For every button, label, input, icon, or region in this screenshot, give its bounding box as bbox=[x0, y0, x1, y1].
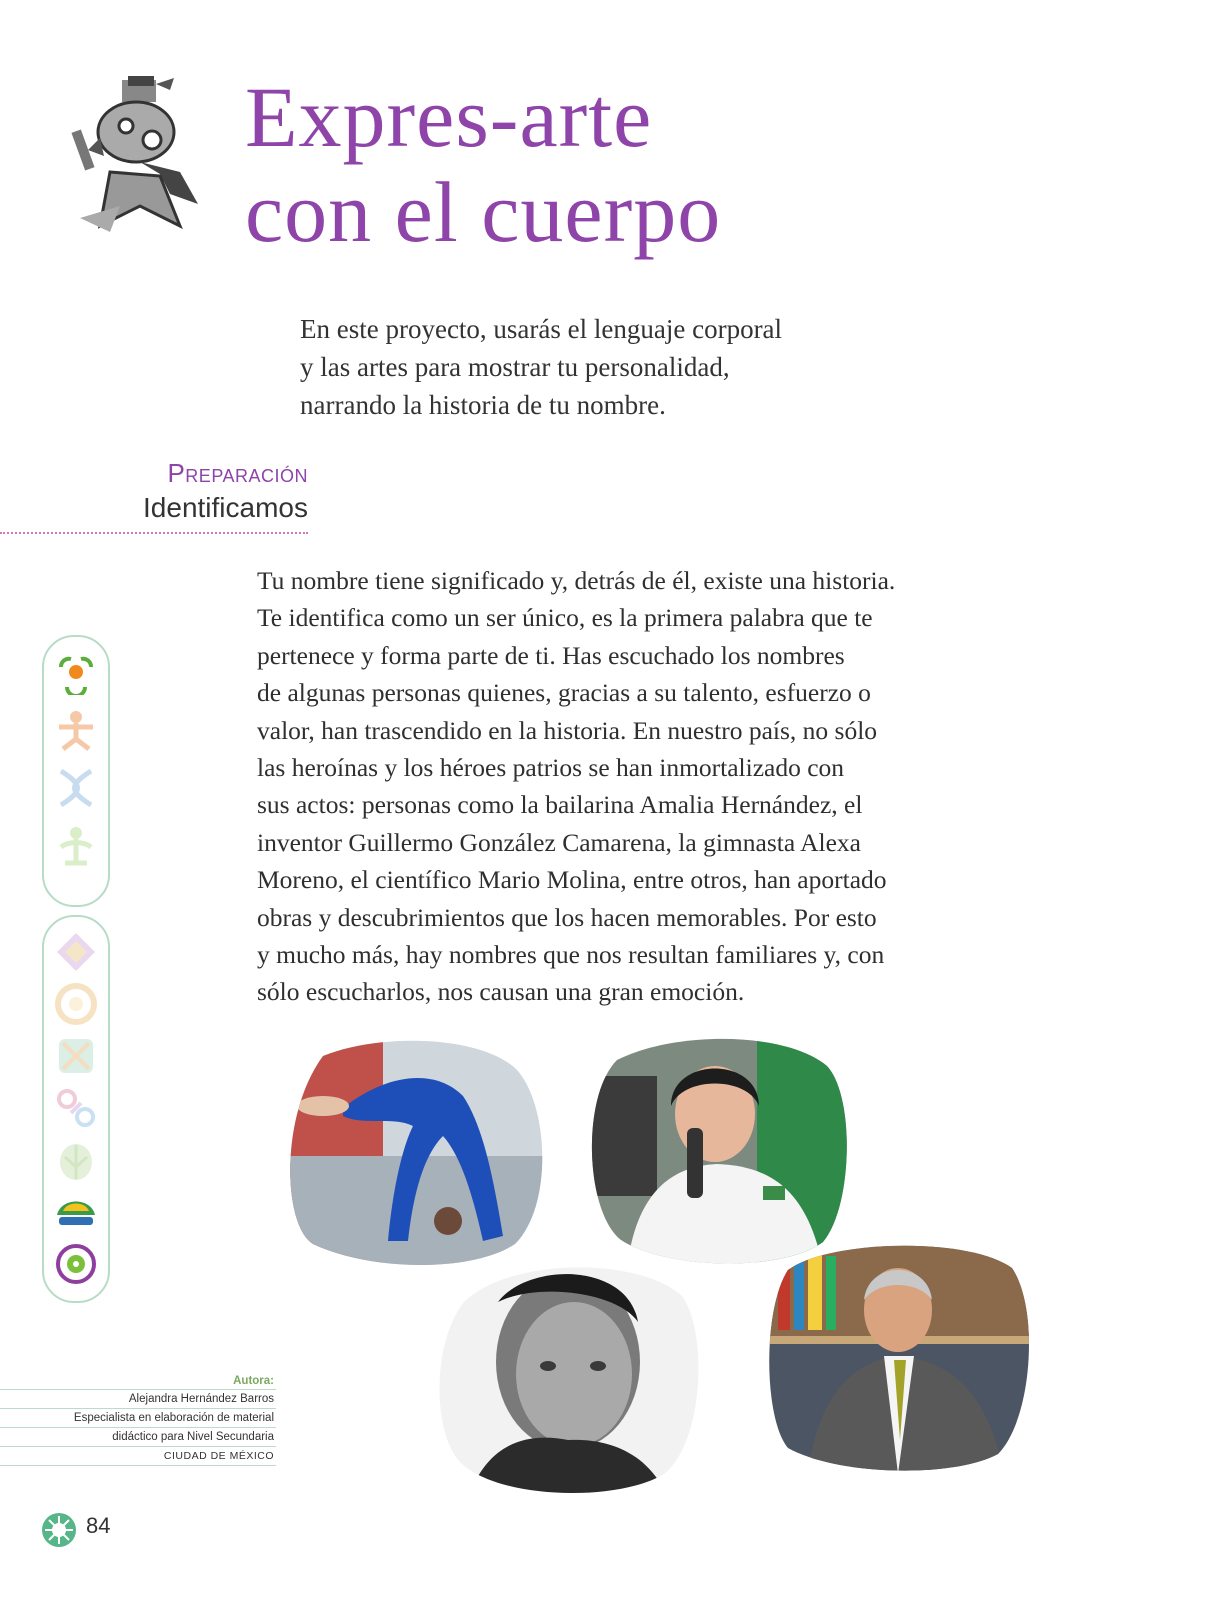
body-paragraph bbox=[257, 562, 937, 1011]
page-badge-icon bbox=[41, 1512, 77, 1548]
author-role-line-1: Especialista en elaboración de material bbox=[0, 1408, 276, 1427]
phase-sidebar bbox=[42, 635, 110, 907]
phase-icon-3 bbox=[53, 765, 99, 811]
intro-line: narrando la historia de tu nombre. bbox=[300, 390, 666, 420]
gymnast-photo bbox=[283, 1036, 545, 1268]
body-line: y mucho más, hay nombres que nos resultan familiares y, con bbox=[257, 940, 885, 970]
author-location: CIUDAD DE MÉXICO bbox=[0, 1446, 276, 1466]
section-divider bbox=[0, 532, 308, 534]
intro-line: y las artes para mostrar tu personalidad, bbox=[300, 352, 730, 382]
body-line: Moreno, el científico Mario Molina, entre otros, han aportado bbox=[257, 865, 887, 895]
body-line: pertenece y forma parte de ti. Has escuchado los nombres bbox=[257, 640, 845, 670]
body-line: Te identifica como un ser único, es la primera palabra que te bbox=[257, 603, 873, 633]
section-subtitle: Identificamos bbox=[143, 492, 308, 523]
body-line: obras y descubrimientos que los hacen memorables. Por esto bbox=[257, 902, 877, 932]
author-role-line-2: didáctico para Nivel Secundaria bbox=[0, 1427, 276, 1446]
title-line-2: con el cuerpo bbox=[245, 164, 722, 260]
body-line: inventor Guillermo González Camarena, la gimnasta Alexa bbox=[257, 827, 861, 857]
body-line: de algunas personas quienes, gracias a su talento, esfuerzo o bbox=[257, 678, 871, 708]
field-icon-5 bbox=[53, 1137, 99, 1183]
body-line: sólo escucharlos, nos causan una gran emoción. bbox=[257, 977, 745, 1007]
author-name: Alejandra Hernández Barros bbox=[0, 1389, 276, 1408]
speaker-photo bbox=[587, 1036, 851, 1268]
phase-icon-2 bbox=[53, 707, 99, 753]
field-icon-3 bbox=[53, 1033, 99, 1079]
author-credits bbox=[0, 1372, 276, 1466]
field-icon-4 bbox=[53, 1085, 99, 1131]
body-line: sus actos: personas como la bailarina Amalia Hernández, el bbox=[257, 790, 863, 820]
title-line-1: Expres-arte bbox=[245, 69, 653, 165]
phase-icon-1 bbox=[53, 649, 99, 695]
intro-paragraph bbox=[300, 310, 860, 424]
field-icon-6 bbox=[53, 1189, 99, 1235]
field-icon-7 bbox=[53, 1241, 99, 1287]
credits-label: Autora: bbox=[233, 1375, 274, 1387]
codex-glyph-illustration bbox=[70, 76, 204, 236]
section-label: Preparación bbox=[167, 458, 308, 488]
body-line: las heroínas y los héroes patrios se han inmortalizado con bbox=[257, 753, 845, 783]
field-icon-1 bbox=[53, 929, 99, 975]
page-number: 84 bbox=[86, 1513, 111, 1538]
phase-icon-4 bbox=[53, 823, 99, 869]
body-line: Tu nombre tiene significado y, detrás de él, existe una historia. bbox=[257, 566, 896, 595]
body-line: valor, han trascendido en la historia. En nuestro país, no sólo bbox=[257, 715, 878, 745]
page-title bbox=[245, 70, 721, 260]
dancer-portrait-photo bbox=[438, 1262, 702, 1498]
field-sidebar bbox=[42, 915, 110, 1303]
scientist-photo bbox=[768, 1240, 1032, 1474]
intro-line: En este proyecto, usarás el lenguaje corporal bbox=[300, 314, 783, 344]
field-icon-2 bbox=[53, 981, 99, 1027]
